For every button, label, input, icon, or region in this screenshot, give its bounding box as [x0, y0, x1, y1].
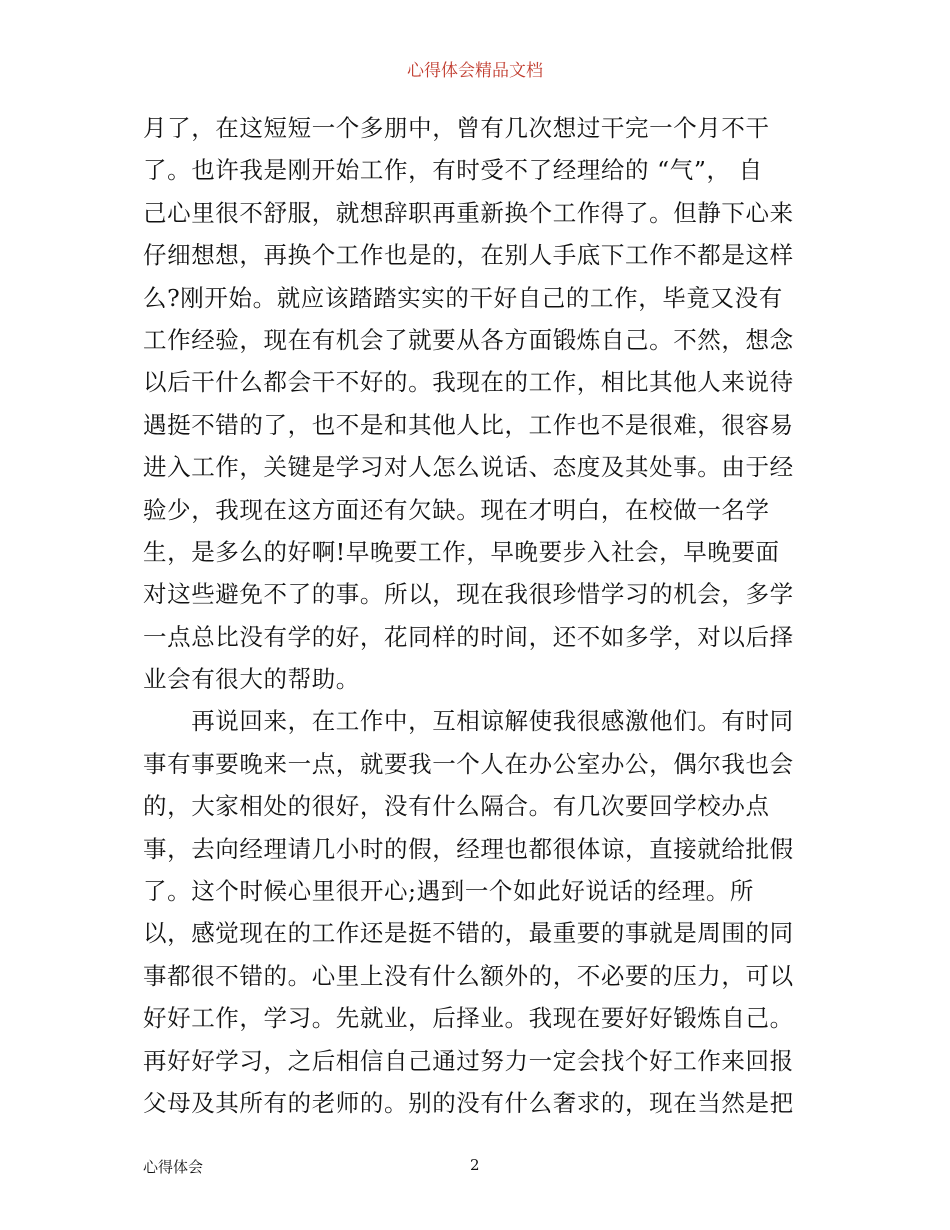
body-line: 事，去向经理请几小时的假，经理也都很体谅，直接就给批假	[143, 834, 794, 863]
body-line: 再好好学习，之后相信自己通过努力一定会找个好工作来回报	[143, 1046, 794, 1075]
body-line: 好好工作，学习。先就业，后择业。我现在要好好锻炼自己。	[143, 1004, 794, 1033]
body-line: 业会有很大的帮助。	[143, 665, 360, 694]
body-line: 生，是多么的好啊!早晚要工作，早晚要步入社会，早晚要面	[143, 537, 780, 566]
body-line: 进入工作，关键是学习对人怎么说话、态度及其处事。由于经	[143, 453, 794, 482]
body-line: 对这些避免不了的事。所以，现在我很珍惜学习的机会，多学	[143, 580, 794, 609]
body-line: 以后干什么都会干不好的。我现在的工作，相比其他人来说待	[143, 368, 794, 397]
footer-label: 心得体会	[143, 1158, 204, 1176]
body-line: 父母及其所有的老师的。别的没有什么奢求的，现在当然是把	[143, 1088, 794, 1117]
body-line: 了。这个时候心里很开心;遇到一个如此好说话的经理。所	[143, 877, 755, 906]
body-line: 么?刚开始。就应该踏踏实实的干好自己的工作，毕竟又没有	[143, 283, 783, 312]
body-line: 仔细想想，再换个工作也是的，在别人手底下工作不都是这样	[143, 241, 794, 270]
document-body	[143, 107, 818, 1124]
body-line: 的，大家相处的很好，没有什么隔合。有几次要回学校办点	[143, 792, 770, 821]
body-line: 验少，我现在这方面还有欠缺。现在才明白，在校做一名学	[143, 495, 770, 524]
body-line: 月了，在这短短一个多朋中，曾有几次想过干完一个月不干	[143, 114, 770, 142]
body-line: 以，感觉现在的工作还是挺不错的，最重要的事就是周围的同	[143, 919, 794, 948]
body-line: 己心里很不舒服，就想辞职再重新换个工作得了。但静下心来	[143, 198, 794, 227]
body-line: 了。也许我是刚开始工作，有时受不了经理给的 “气”， 自	[143, 156, 763, 185]
body-line: 事有事要晚来一点，就要我一个人在办公室办公，偶尔我也会	[143, 749, 794, 778]
page-header-title: 心得体会精品文档	[407, 61, 543, 81]
body-line: 再说回来，在工作中，互相谅解使我很感激他们。有时同	[143, 707, 794, 736]
body-line: 一点总比没有学的好，花同样的时间，还不如多学，对以后择	[143, 622, 794, 651]
page-number: 2	[470, 1156, 480, 1174]
body-line: 工作经验，现在有机会了就要从各方面锻炼自己。不然，想念	[143, 325, 794, 354]
body-line: 遇挺不错的了，也不是和其他人比，工作也不是很难，很容易	[143, 410, 794, 439]
body-line: 事都很不错的。心里上没有什么额外的，不必要的压力，可以	[143, 961, 794, 990]
